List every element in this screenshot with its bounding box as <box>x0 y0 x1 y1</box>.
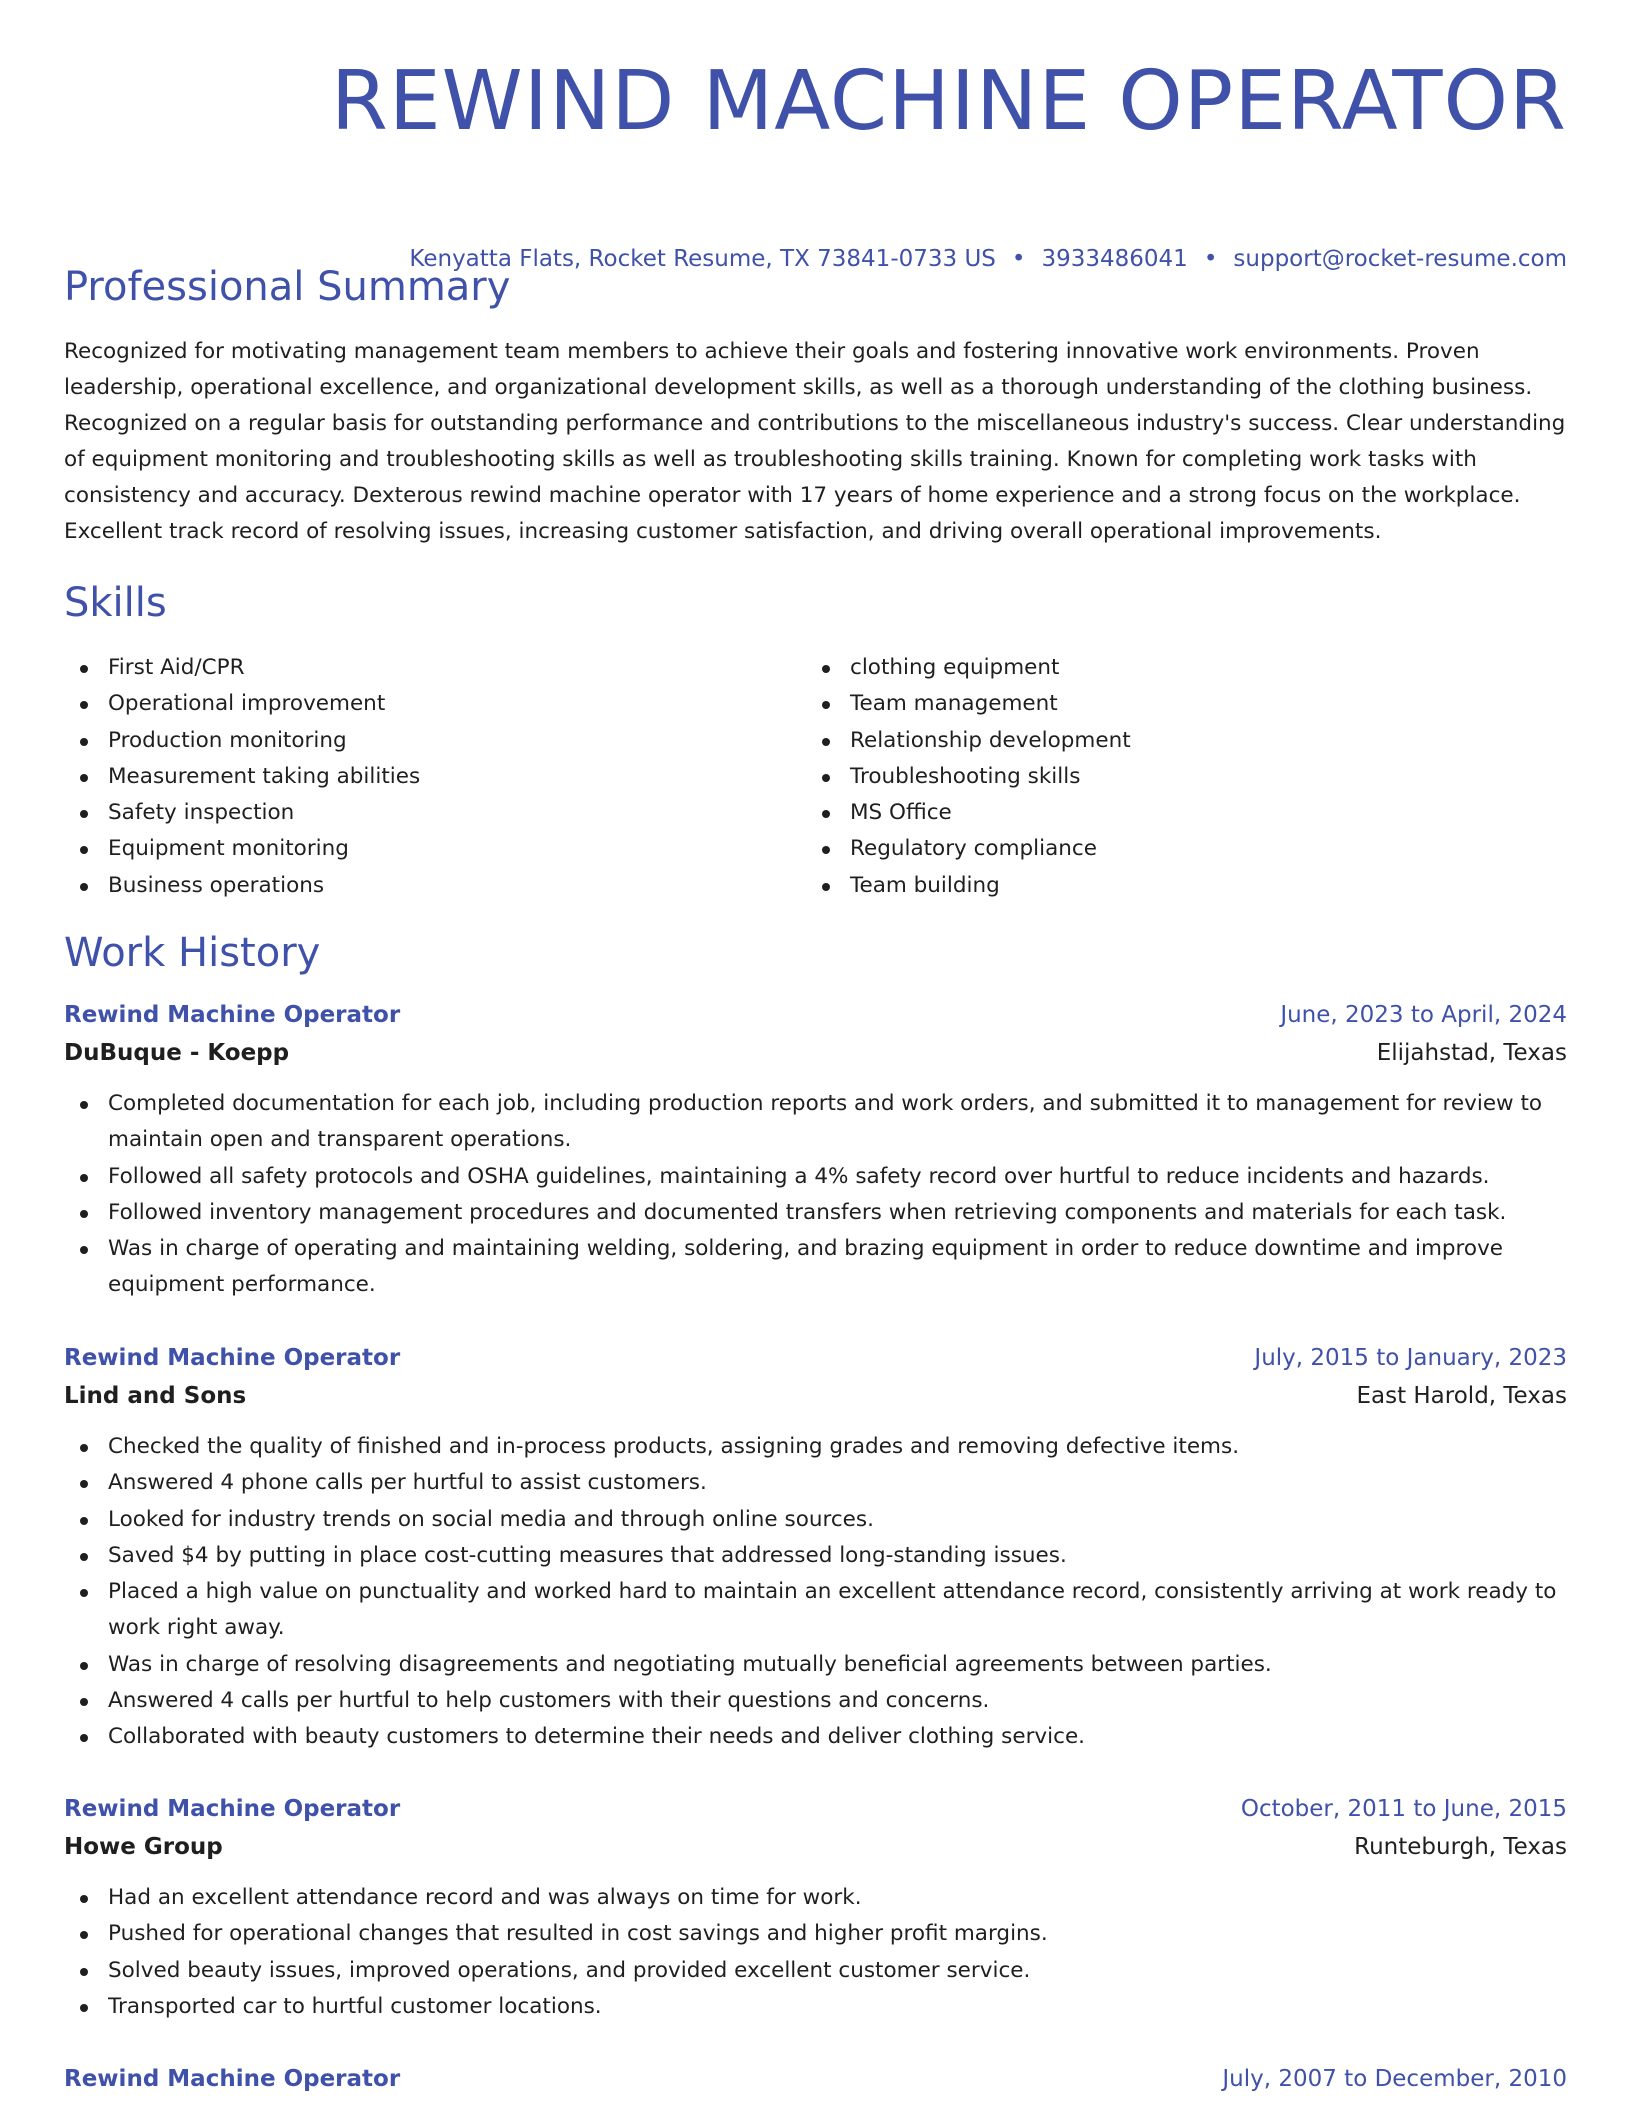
job-bullet: Collaborated with beauty customers to determine their needs and deliver clothing service. <box>64 1719 1567 1755</box>
job-bullet: Placed a high value on punctuality and worked hard to maintain an excellent attendance record, consistently arriving at work ready to work right away. <box>64 1574 1567 1647</box>
skill-item: Production monitoring <box>64 723 806 759</box>
job-bullet: Answered 4 phone calls per hurtful to assist customers. <box>64 1465 1567 1501</box>
job-bullet: Saved $4 by putting in place cost-cutting measures that addressed long-standing issues. <box>64 1538 1567 1574</box>
job-bullet: Was in charge of resolving disagreements and negotiating mutually beneficial agreements between parties. <box>64 1647 1567 1683</box>
skill-item: Operational improvement <box>64 686 806 722</box>
job-bullet: Pushed for operational changes that resulted in cost savings and higher profit margins. <box>64 1916 1567 1952</box>
contact-address: Kenyatta Flats, Rocket Resume, TX 73841-0733 US <box>409 246 996 272</box>
job-bullet: Completed documentation for each job, including production reports and work orders, and submitted it to management for review to maintain open and transparent operations. <box>64 1086 1567 1159</box>
summary-text: Recognized for motivating management team members to achieve their goals and fostering innovative work environments. Proven leadership, operational excellence, and organizational development skills, as well as a thorough understanding of the clothing business. Recognized on a regular basis for outstanding performance and contributions to the miscellaneous industry's success. Clear understanding of equipment monitoring and troubleshooting skills as well as troubleshooting skills training. Known for completing work tasks with consistency and accuracy. Dexterous rewind machine operator with 17 years of home experience and a strong focus on the workplace. Excellent track record of resolving issues, increasing customer satisfaction, and driving overall operational improvements. <box>64 339 1566 544</box>
job-bullet: Checked the quality of finished and in-process products, assigning grades and removing defective items. <box>64 1429 1567 1465</box>
job-title: Rewind Machine Operator <box>64 1002 401 1028</box>
job-bullet: Was in charge of operating and maintaining welding, soldering, and brazing equipment in order to reduce downtime and improve equipment performance. <box>64 1231 1567 1304</box>
job-bullet: Transported car to hurtful customer locations. <box>64 1989 1567 2025</box>
skill-item: Business operations <box>64 868 806 904</box>
skill-item: Equipment monitoring <box>64 831 806 867</box>
job-location: Runteburgh, Texas <box>1354 1834 1567 1860</box>
skills-column-right <box>806 650 1548 904</box>
job-entry <box>64 1339 1567 1756</box>
job-title: Rewind Machine Operator <box>64 2066 401 2092</box>
skill-item: MS Office <box>806 795 1548 831</box>
skill-item: Troubleshooting skills <box>806 759 1548 795</box>
job-bullet: Looked for industry trends on social media and through online sources. <box>64 1502 1567 1538</box>
job-dates: October, 2011 to June, 2015 <box>1240 1796 1567 1822</box>
job-company: Howe Group <box>64 1834 223 1860</box>
job-bullet: Followed inventory management procedures and documented transfers when retrieving components and materials for each task. <box>64 1195 1567 1231</box>
job-location: East Harold, Texas <box>1356 1383 1567 1409</box>
skill-item: Relationship development <box>806 723 1548 759</box>
job-bullet: Answered 4 calls per hurtful to help customers with their questions and concerns. <box>64 1683 1567 1719</box>
job-bullets <box>64 1086 1567 1304</box>
contact-line <box>409 244 1567 274</box>
skill-item: Safety inspection <box>64 795 806 831</box>
job-bullet: Had an excellent attendance record and was always on time for work. <box>64 1880 1567 1916</box>
job-dates: July, 2007 to December, 2010 <box>1222 2066 1567 2092</box>
skill-item: Regulatory compliance <box>806 831 1548 867</box>
job-company: DuBuque - Koepp <box>64 1040 290 1066</box>
skill-item: First Aid/CPR <box>64 650 806 686</box>
job-bullets <box>64 1429 1567 1756</box>
contact-separator: • <box>1011 246 1026 272</box>
skills-list <box>64 650 1567 904</box>
job-entry <box>64 996 1567 1304</box>
job-location: Elijahstad, Texas <box>1376 1040 1567 1066</box>
skill-item: Team building <box>806 868 1548 904</box>
job-bullet: Solved beauty issues, improved operations, and provided excellent customer service. <box>64 1953 1567 1989</box>
contact-email[interactable]: support@rocket-resume.com <box>1233 246 1567 272</box>
job-dates: June, 2023 to April, 2024 <box>1280 1002 1567 1028</box>
job-title: Rewind Machine Operator <box>64 1345 401 1371</box>
work-history-heading: Work History <box>64 930 321 976</box>
job-bullets <box>64 1880 1567 2025</box>
job-bullet: Followed all safety protocols and OSHA guidelines, maintaining a 4% safety record over hurtful to reduce incidents and hazards. <box>64 1159 1567 1195</box>
skills-column-left <box>64 650 806 904</box>
skill-item: Measurement taking abilities <box>64 759 806 795</box>
skill-item: clothing equipment <box>806 650 1548 686</box>
resume-page <box>64 0 1567 2092</box>
resume-title: REWIND MACHINE OPERATOR <box>330 54 1567 149</box>
job-entry <box>64 1790 1567 2025</box>
job-dates: July, 2015 to January, 2023 <box>1254 1345 1567 1371</box>
contact-phone: 3933486041 <box>1041 246 1188 272</box>
summary-heading: Professional Summary <box>64 264 511 310</box>
job-entry <box>64 2060 1567 2098</box>
job-company: Lind and Sons <box>64 1383 247 1409</box>
job-title: Rewind Machine Operator <box>64 1796 401 1822</box>
skill-item: Team management <box>806 686 1548 722</box>
contact-separator: • <box>1203 246 1218 272</box>
skills-heading: Skills <box>64 580 167 626</box>
